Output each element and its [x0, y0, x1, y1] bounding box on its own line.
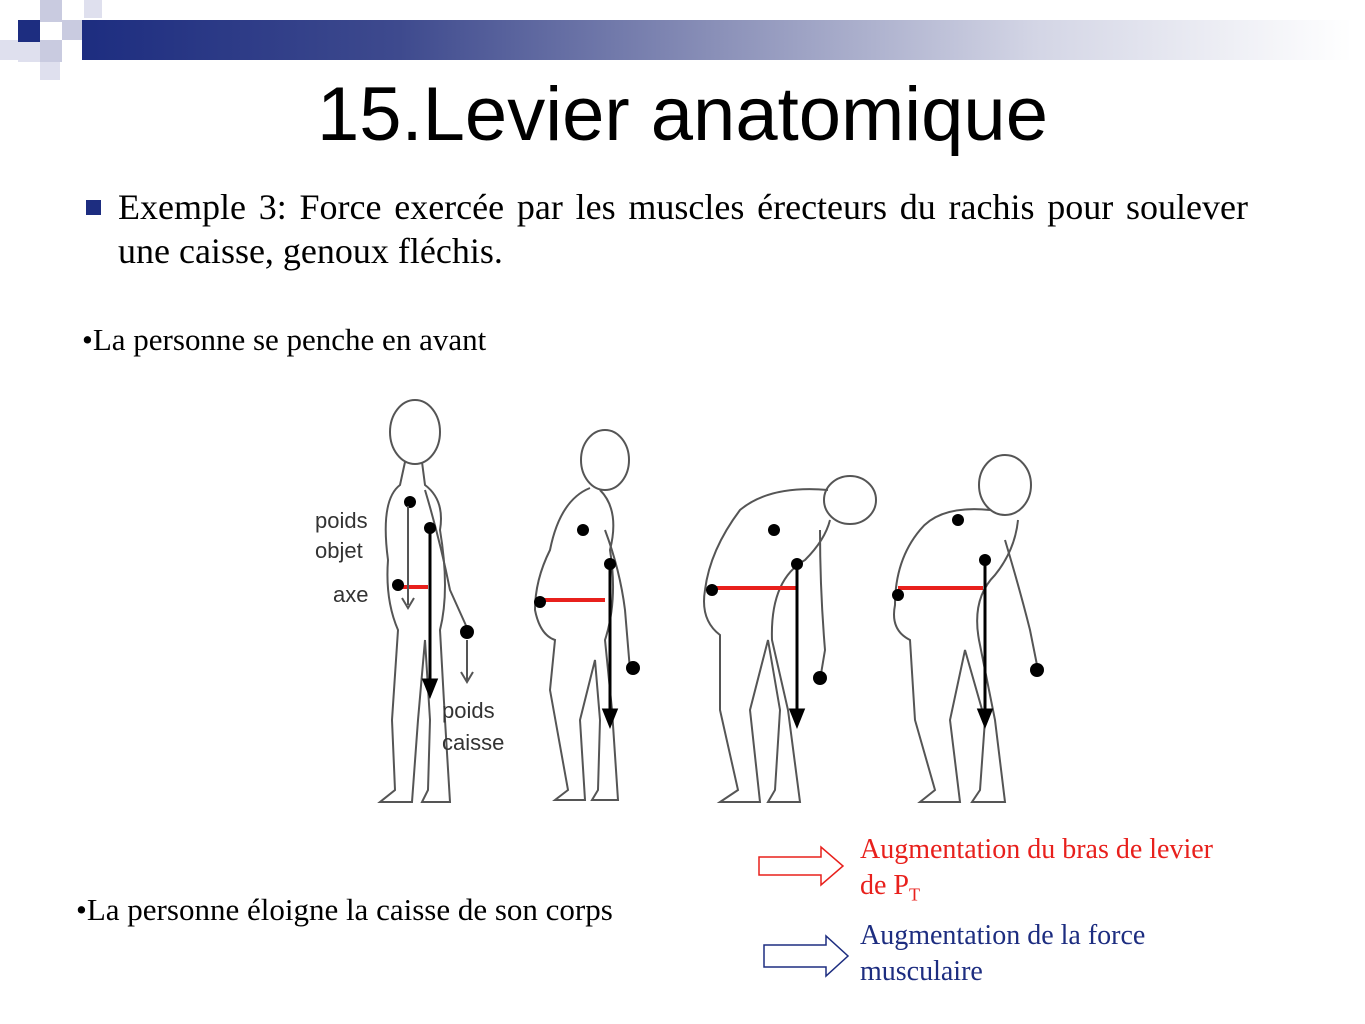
header-banner	[82, 20, 1352, 60]
note-lever-arm-line1: Augmentation du bras de levier	[860, 834, 1214, 865]
label-objet: objet	[315, 538, 363, 563]
decor-square	[40, 0, 62, 22]
blue-arrow-icon	[762, 933, 852, 979]
decor-square	[18, 20, 40, 42]
sub-bullet-lean: •La personne se penche en avant	[82, 322, 487, 357]
note-muscle-force-line1: Augmentation de la force	[860, 920, 1146, 951]
slide-title: 15.Levier anatomique	[317, 72, 1048, 157]
figure-bending-2	[704, 476, 876, 802]
note-lever-arm	[860, 832, 1280, 913]
decor-square	[0, 40, 18, 60]
label-poids-caisse: poids	[442, 698, 495, 723]
note-lever-arm-line2: de $P_T$	[860, 870, 920, 905]
red-arrow-icon	[757, 843, 847, 889]
label-poids: poids	[315, 508, 368, 533]
main-bullet-text: Exemple 3: Force exercée par les muscles érecteurs du rachis pour soulever une caisse, genoux fléchis.	[118, 187, 1248, 271]
decor-square	[18, 42, 40, 62]
bullet-square-icon	[86, 200, 101, 215]
sub-bullet-distance: •La personne éloigne la caisse de son corps	[76, 892, 613, 927]
figure-bending-1	[535, 430, 630, 800]
note-muscle-force-line2: musculaire	[860, 956, 983, 987]
posture-illustration	[300, 390, 1060, 810]
decor-square	[62, 20, 82, 40]
note-muscle-force	[860, 918, 1280, 990]
figure-bending-3	[894, 455, 1038, 802]
decor-square	[84, 0, 102, 18]
decor-square	[40, 40, 62, 62]
label-axe: axe	[333, 582, 369, 607]
label-caisse: caisse	[442, 730, 505, 755]
